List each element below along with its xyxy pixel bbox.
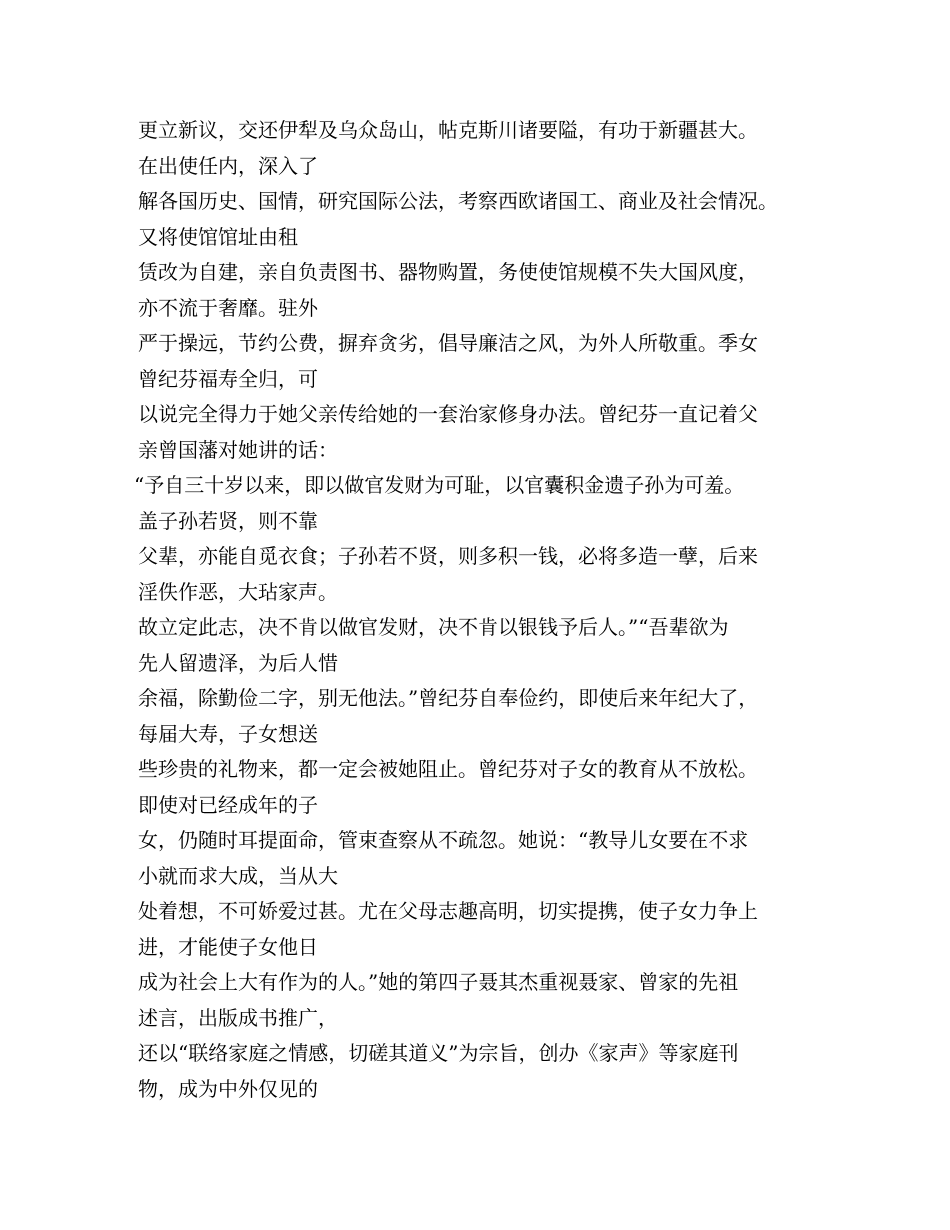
text-line-12: 盖子孙若贤，则不靠 <box>138 508 318 533</box>
text-line-15: 故立定此志，决不肯以做官发财，决不肯以银钱予后人。”“吾辈欲为 <box>138 615 729 639</box>
body-text <box>134 113 838 1107</box>
text-line-10: 亲曾国藩对她讲的话： <box>138 437 338 462</box>
text-line-4: 又将使馆馆址由租 <box>138 224 298 249</box>
text-line-11: “予自三十岁以来，即以做官发财为可耻，以官囊积金遗子孙为可羞。 <box>134 473 745 497</box>
text-line-27: 还以“联络家庭之情感，切磋其道义”为宗旨，创办《家声》等家庭刊 <box>138 1041 739 1065</box>
text-line-9: 以说完全得力于她父亲传给她的一套治家修身办法。曾纪芬一直记着父 <box>138 402 758 426</box>
text-line-8: 曾纪芬福寿全归，可 <box>138 366 318 391</box>
text-line-2: 在出使任内，深入了 <box>138 153 318 178</box>
text-line-21: 女，仍随时耳提面命，管束查察从不疏忽。她说：“教导儿女要在不求 <box>138 828 749 852</box>
text-line-5: 赁改为自建，亲自负责图书、器物购置，务使使馆规模不失大国风度， <box>138 260 758 284</box>
text-line-25: 成为社会上大有作为的人。”她的第四子聂其杰重视聂家、曾家的先祖 <box>138 970 739 994</box>
text-line-3: 解各国历史、国情，研究国际公法，考察西欧诸国工、商业及社会情况。 <box>138 189 778 213</box>
text-line-17: 余福，除勤俭二字，别无他法。”曾纪芬自奉俭约，即使后来年纪大了， <box>138 686 759 710</box>
text-line-23: 处着想，不可娇爱过甚。尤在父母志趣高明，切实提携，使子女力争上 <box>138 899 758 923</box>
text-line-24: 进，才能使子女他日 <box>138 934 318 959</box>
text-line-1: 更立新议，交还伊犁及乌众岛山，帖克斯川诸要隘，有功于新疆甚大。 <box>138 118 758 142</box>
text-line-19: 些珍贵的礼物来，都一定会被她阻止。曾纪芬对子女的教育从不放松。 <box>138 757 758 781</box>
text-line-7: 严于操远，节约公费，摒弃贪劣，倡导廉洁之风，为外人所敬重。季女 <box>138 331 758 355</box>
text-line-6: 亦不流于奢靡。驻外 <box>138 295 318 320</box>
text-line-14: 淫佚作恶，大玷家声。 <box>138 579 338 604</box>
text-line-18: 每届大寿，子女想送 <box>138 721 318 746</box>
text-line-16: 先人留遗泽，为后人惜 <box>138 650 338 675</box>
text-line-26: 述言，出版成书推广， <box>138 1005 338 1030</box>
text-line-28: 物，成为中外仅见的 <box>138 1076 318 1101</box>
text-line-13: 父辈，亦能自觅衣食；子孙若不贤，则多积一钱，必将多造一孽，后来 <box>138 544 758 568</box>
text-line-22: 小就而求大成，当从大 <box>138 863 338 888</box>
text-line-20: 即使对已经成年的子 <box>138 792 318 817</box>
